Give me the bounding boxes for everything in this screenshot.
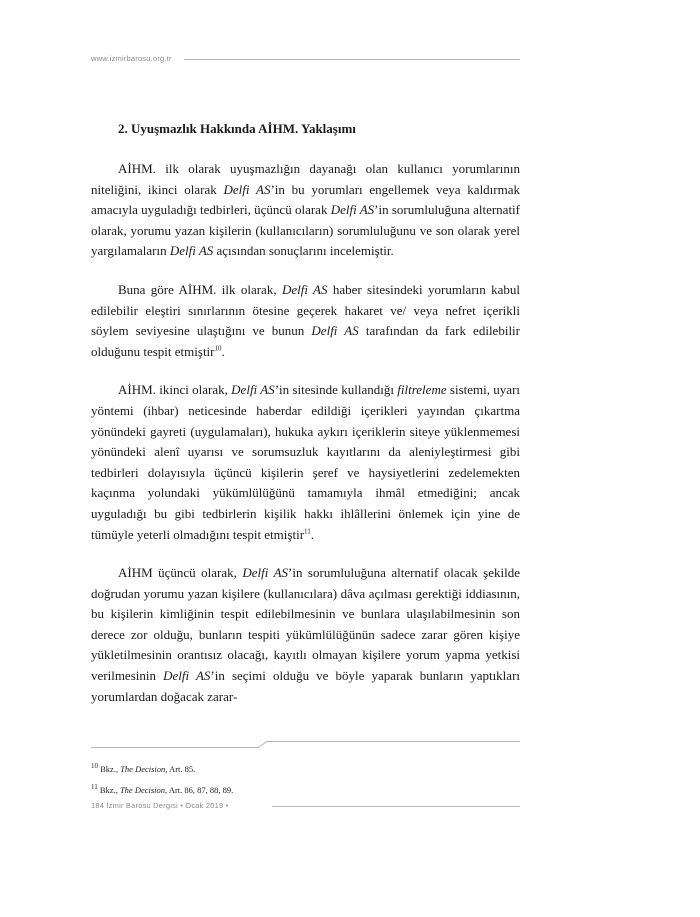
paragraph-3: AİHM. ikinci olarak, Delfi AS’in sitesinde kullandığı filtreleme sistemi, uyarı yöntemi (ihbar) neticesinde haberdar edildiği içerikleri yayından çıkartma yönündeki gayreti (uygulamaları), hukuka aykırı içeriklerin siteye yüklenmemesi yönündeki alenî uyarısı ve sorumsuzluk kayıtlarını da aleniyleştirmesi gibi tedbirleri dolayısıyla üçüncü kişilerin şeref ve haysiyetlerini zedelemekten kaçınma yolundaki yükümlülüğünü tamamıyla ihmâl etmediğini; ancak uyguladığı bu gibi tedbirlerin kişilik hakkı ihlâllerini önlemek için yine de tümüyle yeterli olmadığını tespit etmiştir$^{11}$. bbox=[91, 382, 521, 542]
header-rule bbox=[184, 59, 520, 60]
footer-rule bbox=[272, 806, 520, 807]
footnote-title: The Decision bbox=[120, 763, 166, 774]
section-title: 2. Uyuşmazlık Hakkında AİHM. Yaklaşımı bbox=[118, 121, 356, 136]
italic-term: Delfi AS bbox=[281, 281, 328, 297]
footnote-rule-right bbox=[267, 741, 520, 742]
footnote-title: The Decision bbox=[119, 784, 166, 795]
italic-term: Delfi AS bbox=[311, 323, 359, 339]
italic-term: Delfi AS bbox=[330, 202, 375, 218]
footnote-rule bbox=[91, 747, 259, 748]
italic-term: Delfi AS bbox=[163, 668, 211, 684]
italic-term: Delfi AS bbox=[223, 181, 271, 197]
footnote: $^{11}$ Bkz., The Decision, Art. 86, 87, 88, 89. bbox=[91, 783, 234, 795]
italic-term: filtreleme bbox=[397, 382, 447, 398]
header-url: www.izmirbarosu.org.tr bbox=[91, 54, 172, 63]
footnote-number: 10 bbox=[91, 762, 98, 770]
footnote-ref[interactable]: 11 bbox=[304, 527, 311, 536]
page-footer: 184 İzmir Barosu Dergisi • Ocak 2019 • bbox=[91, 801, 229, 810]
body-text bbox=[91, 159, 520, 725]
italic-term: Delfi AS bbox=[169, 243, 214, 259]
paragraph-1: AİHM. ilk olarak uyuşmazlığın dayanağı olan kullanıcı yorumlarının niteliğini, ikinci olarak Delfi AS’in bu yorumları engellemek veya kaldırmak amacıyla uyguladığı tedbirleri, üçüncü olarak Delfi AS’in sorumluluğuna alternatif olarak, yorumu yazan kişilerin (kullanıcıların) sorumluluğunu ve son olarak yerel yargılamaların Delfi AS açısından sonuçlarını incelemiştir. bbox=[91, 161, 521, 259]
footnote: $^{10}$ Bkz., The Decision, Art. 85. bbox=[91, 762, 196, 774]
footnote-rule-notch bbox=[258, 741, 268, 748]
paragraph-2: Buna göre AİHM. ilk olarak, Delfi AS haber sitesindeki yorumların kabul edilebilir eleştiri sınırlarının ötesine geçerek hakaret ve/ veya nefret içerikli söylem seviyesine ulaştığını ve bunun Delfi AS tarafından da fark edilebilir olduğunu tespit etmiştir$^{10}$. bbox=[91, 281, 520, 359]
footnote-ref[interactable]: 10 bbox=[214, 344, 222, 353]
italic-term: Delfi AS bbox=[242, 565, 289, 581]
italic-term: Delfi AS bbox=[231, 382, 275, 398]
paragraph-4: AİHM üçüncü olarak, Delfi AS’in sorumluluğuna alternatif olacak şekilde doğrudan yorumu yazan kişilere (kullanıcılara) dâva açılması gerektiği iddiasının, bu kişilerin kimliğinin tespit edilebilmesinin ve bunlara ulaşılabilmesinin son derece zor olduğu, bunların tespiti yükümlülüğünün sadece zarar gören kişiye yükletilmesinin orantısız olacağı, kayıtlı olmayan kişilere yorum yapma yetkisi verilmesinin Delfi AS’in seçimi olduğu ve böyle yaparak bunların yaptıkları yorumlardan doğacak zarar- bbox=[91, 565, 521, 704]
footnote-number: 11 bbox=[91, 783, 98, 791]
